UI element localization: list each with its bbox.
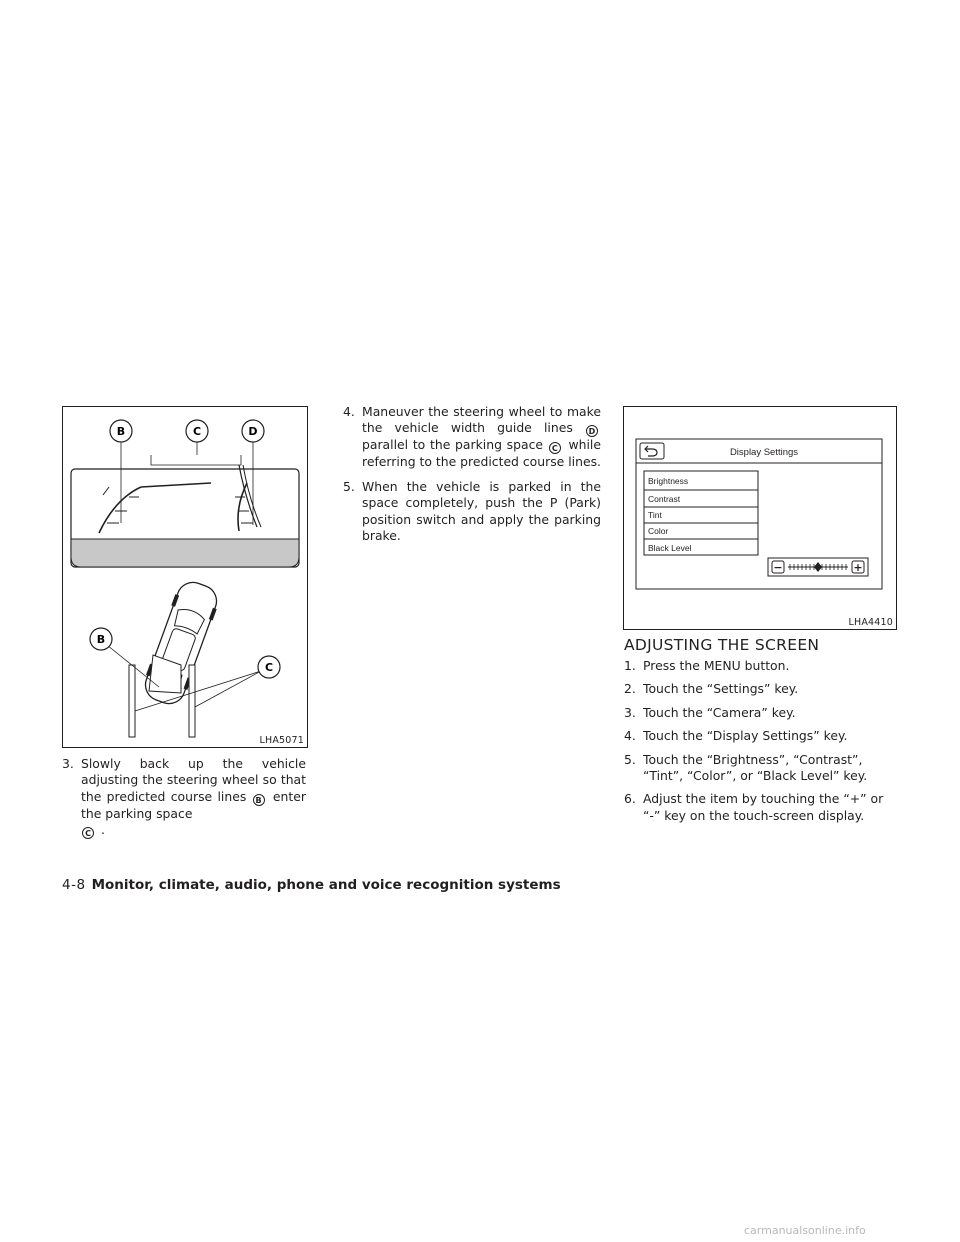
menu-item-brightness: Brightness: [648, 476, 689, 486]
step-text: Touch the “Display Settings” key.: [643, 728, 848, 744]
screen-title: Display Settings: [729, 447, 799, 458]
steps-list: [624, 658, 902, 831]
step-number: 5.: [624, 751, 636, 767]
step-number: 3.: [624, 704, 636, 720]
list-item: [624, 728, 902, 744]
callout-c-icon: C: [549, 442, 561, 454]
step-number: 6.: [624, 791, 636, 807]
step-number: 4.: [624, 728, 636, 744]
display-settings-illustration: [624, 407, 896, 629]
list-item: [624, 681, 902, 697]
figure-code: LHA4410: [848, 617, 893, 628]
left-column: [62, 756, 306, 847]
list-item: [62, 756, 306, 839]
callout-c-top: C: [192, 425, 202, 438]
middle-column: [343, 404, 601, 552]
step-text: .: [100, 822, 105, 838]
step-text: while referring to the predicted course lines.: [362, 437, 601, 470]
callout-b-bottom: B: [96, 633, 106, 646]
callout-d-icon: D: [586, 425, 598, 437]
step-text: Maneuver the steering wheel to make the vehicle width guide lines: [362, 404, 601, 436]
menu-item-color: Color: [648, 526, 669, 536]
step-number: 3.: [62, 756, 74, 771]
section-heading: ADJUSTING THE SCREEN: [624, 636, 820, 654]
step-text: Touch the “Brightness”, “Contrast”, “Tint”, “Color”, or “Black Level” key.: [643, 751, 868, 784]
menu-item-black-level: Black Level: [648, 543, 692, 553]
page-footer: [62, 877, 561, 893]
callout-c-bottom: C: [264, 661, 274, 674]
step-text: Adjust the item by touching the “+” or “-” key on the touch-screen display.: [643, 791, 884, 823]
callout-b-icon: B: [253, 794, 265, 806]
menu-item-contrast: Contrast: [648, 494, 681, 504]
parking-guide-illustration: [63, 407, 307, 747]
step-text: parallel to the parking space: [362, 437, 544, 453]
list-item: [624, 705, 902, 721]
step-number: 1.: [624, 658, 636, 673]
watermark: carmanualsonline.info: [744, 1224, 866, 1237]
step-text: Press the MENU button.: [643, 658, 790, 673]
step-number: 5.: [343, 478, 355, 494]
callout-c-icon: C: [82, 827, 94, 839]
page-number: 4-8: [62, 877, 86, 893]
figure-parking-guide: [62, 406, 308, 748]
step-number: 4.: [343, 404, 355, 419]
callout-d-top: D: [248, 425, 258, 438]
step-number: 2.: [624, 681, 636, 697]
plus-icon: +: [853, 561, 863, 574]
chapter-title: Monitor, climate, audio, phone and voice recognition systems: [91, 877, 561, 893]
figure-display-settings: [623, 406, 897, 630]
list-item: [624, 752, 902, 785]
list-item: [624, 791, 902, 824]
step-text: When the vehicle is parked in the space completely, push the P (Park) position switch and apply the parking brake.: [362, 478, 601, 544]
step-text: enter the parking space: [81, 788, 306, 821]
step-text: Touch the “Settings” key.: [643, 681, 799, 697]
menu-item-tint: Tint: [648, 510, 662, 520]
step-text: Touch the “Camera” key.: [643, 704, 796, 720]
minus-icon: −: [773, 561, 783, 574]
figure-code: LHA5071: [259, 735, 304, 746]
list-item: [343, 404, 601, 471]
callout-b-top: B: [116, 425, 126, 438]
step-text: Slowly back up the vehicle adjusting the steering wheel so that the predicted course lines: [81, 756, 306, 804]
list-item: [343, 479, 601, 545]
list-item: [624, 658, 902, 674]
